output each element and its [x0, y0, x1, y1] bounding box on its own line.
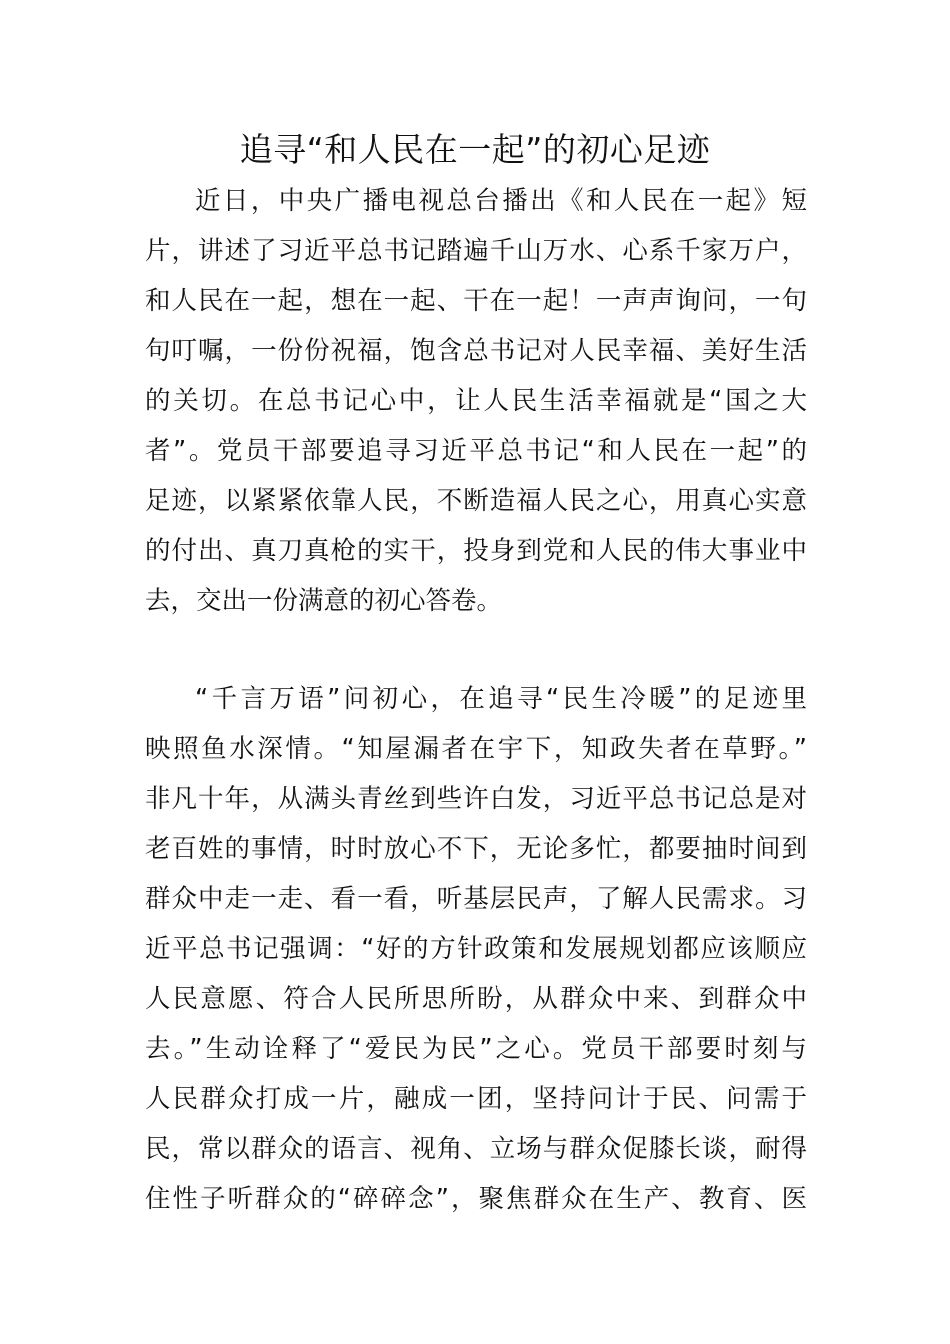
paragraph-line: “千言万语”问初心，在追寻“民生冷暖”的足迹里	[195, 684, 807, 714]
paragraph-line: 人民意愿、符合人民所思所盼，从群众中来、到群众中	[145, 984, 807, 1014]
paragraph-line: 民，常以群众的语言、视角、立场与群众促膝长谈，耐得	[145, 1134, 807, 1164]
document-title: 追寻“和人民在一起”的初心足迹	[239, 130, 711, 169]
paragraph-line: 去。”生动诠释了“爱民为民”之心。党员干部要时刻与	[145, 1034, 807, 1064]
paragraph-line: 群众中走一走、看一看，听基层民声，了解人民需求。习	[145, 884, 807, 914]
paragraph-line: 的付出、真刀真枪的实干，投身到党和人民的伟大事业中	[145, 536, 807, 566]
paragraph-line: 老百姓的事情，时时放心不下，无论多忙，都要抽时间到	[145, 834, 807, 864]
paragraph-line: 近日，中央广播电视总台播出《和人民在一起》短	[195, 186, 807, 216]
paragraph-line: 非凡十年，从满头青丝到些许白发，习近平总书记总是对	[145, 784, 807, 814]
paragraph-line: 住性子听群众的“碎碎念”，聚焦群众在生产、教育、医	[145, 1184, 807, 1214]
paragraph-line: 句叮嘱，一份份祝福，饱含总书记对人民幸福、美好生活	[145, 336, 807, 366]
paragraph-line: 近平总书记强调：“好的方针政策和发展规划都应该顺应	[145, 934, 807, 964]
paragraph-line: 去，交出一份满意的初心答卷。	[145, 586, 503, 616]
paragraph-line: 映照鱼水深情。“知屋漏者在宇下，知政失者在草野。”	[145, 734, 807, 764]
paragraph-line: 者”。党员干部要追寻习近平总书记“和人民在一起”的	[145, 436, 807, 466]
paragraph-line: 的关切。在总书记心中，让人民生活幸福就是“国之大	[145, 386, 807, 416]
paragraph-line: 人民群众打成一片，融成一团，坚持问计于民、问需于	[145, 1084, 807, 1114]
paragraph-line: 和人民在一起，想在一起、干在一起！一声声询问，一句	[145, 286, 807, 316]
paragraph-line: 足迹，以紧紧依靠人民，不断造福人民之心，用真心实意	[145, 486, 807, 516]
paragraph-line: 片，讲述了习近平总书记踏遍千山万水、心系千家万户，	[145, 236, 807, 266]
